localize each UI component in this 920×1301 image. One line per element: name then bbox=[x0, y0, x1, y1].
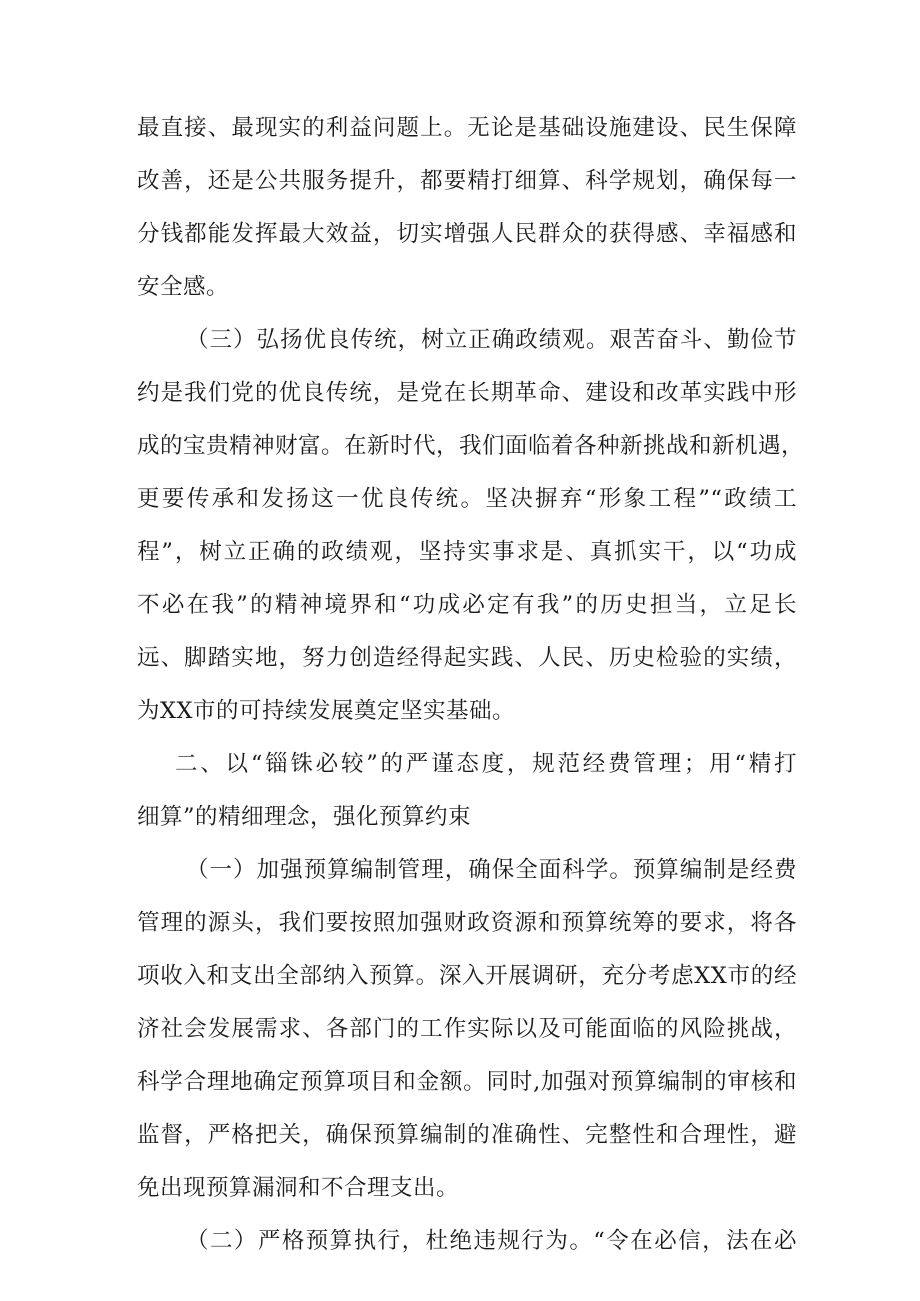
text-line: 更要传承和发扬这一优良传统。坚决摒弃“形象工程”“政绩工 bbox=[137, 486, 797, 512]
text-line: 管理的源头，我们要按照加强财政资源和预算统筹的要求，将各 bbox=[137, 910, 797, 936]
text-line: 免出现预算漏洞和不合理支出。 bbox=[137, 1175, 460, 1201]
text-line: 分钱都能发挥最大效益，切实增强人民群众的获得感、幸福感和 bbox=[137, 221, 797, 247]
text-line: 济社会发展需求、各部门的工作实际以及可能面临的风险挑战， bbox=[137, 1016, 797, 1042]
section-heading-2-cont: 细算”的精细理念，强化预算约束 bbox=[137, 804, 472, 830]
text-line: 改善，还是公共服务提升，都要精打细算、科学规划，确保每一 bbox=[137, 168, 797, 194]
text-line: 约是我们党的优良传统，是党在长期革命、建设和改革实践中形 bbox=[137, 380, 797, 406]
paragraph-heading-1: （一）加强预算编制管理，确保全面科学。预算编制是经费 bbox=[186, 857, 797, 883]
text-line: 成的宝贵精神财富。在新时代，我们面临着各种新挑战和新机遇， bbox=[137, 433, 805, 459]
section-heading-2: 二、以“锱铢必较”的严谨态度，规范经费管理；用“精打 bbox=[175, 751, 797, 777]
text-line: 为XX市的可持续发展奠定坚实基础。 bbox=[137, 698, 516, 724]
text-line: 最直接、最现实的利益问题上。无论是基础设施建设、民生保障 bbox=[137, 115, 797, 141]
text-line: 科学合理地确定预算项目和金额。同时,加强对预算编制的审核和 bbox=[137, 1069, 797, 1095]
text-line: 项收入和支出全部纳入预算。深入开展调研，充分考虑XX市的经 bbox=[137, 963, 797, 989]
text-line: 安全感。 bbox=[137, 274, 230, 300]
text-line: 程”，树立正确的政绩观，坚持实事求是、真抓实干，以“功成 bbox=[137, 539, 797, 565]
paragraph-heading-2: （二）严格预算执行，杜绝违规行为。“令在必信，法在必 bbox=[186, 1228, 797, 1254]
text-line: 监督，严格把关，确保预算编制的准确性、完整性和合理性，避 bbox=[137, 1122, 797, 1148]
text-line: 不必在我”的精神境界和“功成必定有我”的历史担当，立足长 bbox=[137, 592, 797, 618]
text-line: 远、脚踏实地，努力创造经得起实践、人民、历史检验的实绩， bbox=[137, 645, 797, 671]
paragraph-heading-3: （三）弘扬优良传统，树立正确政绩观。艰苦奋斗、勤俭节 bbox=[186, 327, 797, 353]
